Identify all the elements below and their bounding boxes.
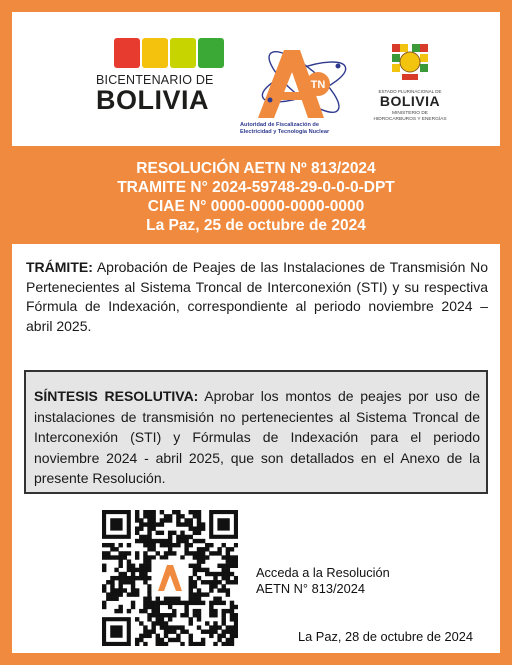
emblem-lime-square (170, 38, 196, 68)
bicentenario-line1: BICENTENARIO DE (96, 73, 214, 87)
resolution-header (12, 146, 500, 244)
ciae-number: CIAE N° 0000-0000-0000-0000 (147, 198, 365, 215)
aetn-logo (234, 42, 354, 138)
ministerio-line2: HIDROCARBUROS Y ENERGÍAS (373, 117, 447, 122)
footer-date: La Paz, 28 de octubre de 2024 (298, 629, 474, 644)
bicentenario-emblem (114, 38, 228, 68)
tramite-paragraph (26, 258, 488, 336)
acceda-line2: AETN N° 813/2024 (256, 581, 365, 596)
emblem-red-square (114, 38, 140, 68)
aetn-caption-line2: Electricidad y Tecnología Nuclear (240, 129, 330, 135)
bicentenario-line2: BOLIVIA (96, 85, 210, 115)
aetn-caption (240, 122, 354, 136)
sintesis-paragraph (34, 386, 480, 489)
tramite-text: Aprobación de Peajes de las Instalaciones de Transmisión No Pertenecientes al Sistema Troncal de Interconexión (STI) y su respectiva Fórmula de Indexación, correspondiente al periodo noviembre 2024 – abril 2025. (26, 259, 488, 334)
bolivia-ministry-logo (364, 40, 456, 140)
ministerio-line1: MINISTERIO DE (392, 111, 428, 116)
sintesis-box (24, 370, 488, 494)
emblem-green-square (198, 38, 224, 68)
ministerio-label (364, 111, 456, 123)
aetn-emblem (234, 42, 354, 122)
tramite-number: TRAMITE N° 2024-59748-29-0-0-0-DPT (117, 179, 395, 196)
estado-label: ESTADO PLURINACIONAL DE (378, 89, 442, 94)
tramite-label: TRÁMITE: (26, 259, 93, 275)
bicentenario-logo (96, 38, 228, 146)
sintesis-text: Aprobar los montos de peajes por uso de instalaciones de transmisión no pertenecientes al Sistema Troncal de Interconexión (STI) y Fórmulas de Indexación para el periodo noviembre 2024 - abril 2025, que son detallados en el Anexo de la presente Resolución. (34, 388, 480, 486)
qr-code-link[interactable] (102, 510, 238, 646)
bolivia-label: BOLIVIA (379, 93, 441, 109)
sintesis-label: SÍNTESIS RESOLUTIVA: (34, 388, 199, 404)
acceda-line1: Acceda a la Resolución (256, 565, 390, 580)
resolution-date: La Paz, 25 de octubre de 2024 (146, 217, 366, 234)
bolivia-coat-of-arms-icon (388, 40, 432, 82)
logo-bar (12, 12, 500, 140)
emblem-yellow-square (142, 38, 168, 68)
acceda-text (256, 565, 390, 597)
resolucion-number: RESOLUCIÓN AETN Nº 813/2024 (136, 160, 376, 177)
aetn-caption-line1: Autoridad de Fiscalización de (240, 122, 319, 128)
document-sheet (12, 12, 500, 653)
aetn-tn-text: TN (310, 79, 326, 91)
